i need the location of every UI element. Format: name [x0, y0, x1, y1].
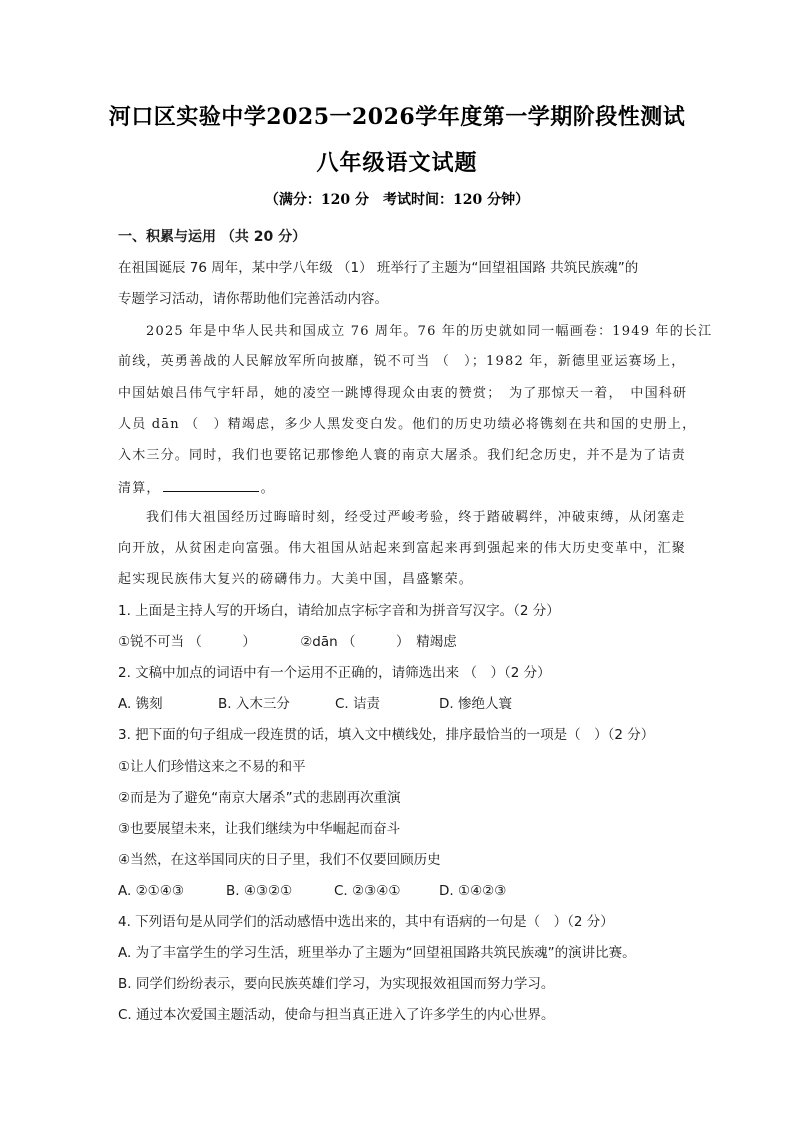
passage-line: 入木三分。同时，我们也要铭记那惨绝人寰的南京大屠杀。我们纪念历史，并不是为了诘责: [118, 448, 687, 463]
question-stem: 1. 上面是主持人写的开场白，请给加点字标字音和为拼音写汉字。（2 分）: [118, 603, 560, 619]
option-d: D. ①④②③: [439, 883, 507, 899]
option-b: B. ④③②①: [226, 883, 293, 899]
passage-line: 人员 dān （ ）精竭虑，多少人黑发变白发。他们的历史功绩必将镌刻在共和国的史册上，: [118, 417, 697, 432]
question-stem: 3. 把下面的句子组成一段连贯的话，填入文中横线处，排序最恰当的一项是（ ）（2 分）: [118, 727, 655, 743]
question-options: [118, 881, 678, 901]
sentence-item: ①让人们珍惜这来之不易的和平: [118, 759, 306, 775]
question-options: [118, 632, 678, 652]
option-b: B. 同学们纷纷表示，要向民族英雄们学习，为实现报效祖国而努力学习。: [118, 976, 555, 992]
option-a: A. ②①④③: [118, 883, 184, 899]
exam-meta: （满分：120 分 考试时间：120 分钟）: [264, 192, 530, 208]
intro-line: 专题学习活动，请你帮助他们完善活动内容。: [118, 291, 388, 307]
passage-text: 。: [260, 481, 275, 496]
exam-subtitle: 八年级语文试题: [316, 150, 478, 176]
passage-text: 清算，: [118, 481, 161, 496]
question-options: [118, 694, 678, 714]
option-c: C. ②③④①: [334, 883, 401, 899]
passage-line: 起实现民族伟大复兴的磅礴伟力。大美中国，昌盛繁荣。: [118, 572, 474, 587]
sentence-item: ④当然，在这举国同庆的日子里，我们不仅要回顾历史: [118, 852, 441, 868]
option-c: C. 诘责: [335, 696, 381, 712]
sentence-item: ②而是为了避免“南京大屠杀”式的悲剧再次重演: [118, 790, 401, 806]
q1-item: ②dān （ ） 精竭虑: [300, 634, 457, 650]
question-stem: 2. 文稿中加点的词语中有一个运用不正确的，请筛选出来 （ ）（2 分）: [118, 665, 551, 681]
sentence-item: ③也要展望未来，让我们继续为中华崛起而奋斗: [118, 821, 401, 837]
passage-line: 前线，英勇善战的人民解放军所向披靡，锐不可当 （ ）；1982 年，新德里亚运赛场上，: [118, 354, 686, 369]
passage-line: 我们伟大祖国经历过晦暗时刻，经受过严峻考验，终于踏破羁绊，冲破束缚，从闭塞走: [146, 510, 686, 525]
question-stem: 4. 下列语句是从同学们的活动感悟中选出来的，其中有语病的一句是（ ）（2 分）: [118, 914, 614, 930]
option-d: D. 惨绝人寰: [439, 696, 512, 712]
option-c: C. 通过本次爱国主题活动，使命与担当真正进入了许多学生的内心世界。: [118, 1007, 555, 1023]
option-a: A. 为了丰富学生的学习生活，班里举办了主题为“回望祖国路共筑民族魂”的演讲比赛。: [118, 945, 636, 961]
section-heading: 一、积累与运用 （共 20 分）: [118, 229, 307, 245]
option-a: A. 镌刻: [118, 696, 163, 712]
q1-item: ①锐不可当 （ ）: [118, 634, 256, 650]
passage-line: 向开放，从贫困走向富强。伟大祖国从站起来到富起来再到强起来的伟大历史变革中，汇聚: [118, 541, 687, 556]
option-b: B. 入木三分: [218, 696, 290, 712]
answer-blank[interactable]: [163, 477, 259, 492]
passage-line: 2025 年是中华人民共和国成立 76 周年。76 年的历史就如同一幅画卷：1949 年的长江: [146, 324, 713, 339]
intro-line: 在祖国诞辰 76 周年，某中学八年级 （1） 班举行了主题为“回望祖国路 共筑民族魂”的: [118, 260, 639, 276]
exam-title: 河口区实验中学2025一2026学年度第一学期阶段性测试: [108, 104, 686, 130]
passage-line: [118, 477, 678, 499]
passage-line: 中国姑娘吕伟气宇轩昂，她的凌空一跳博得现众由衷的赞赏； 为了那惊天一着， 中国科研: [118, 386, 688, 401]
